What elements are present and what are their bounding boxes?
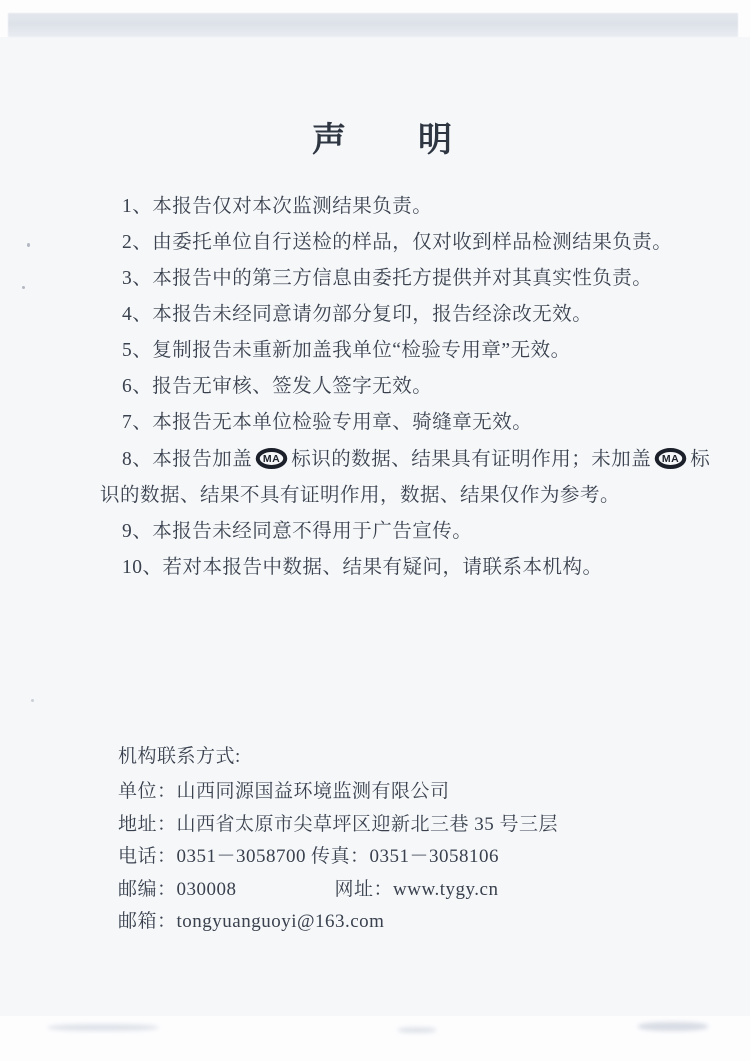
contact-value: 0351－3058106 <box>369 846 500 867</box>
statement-item-8-line-2: 识的数据、结果不具有证明作用，数据、结果仅作为参考。 <box>100 485 621 506</box>
statement-text: 由委托单位自行送检的样品，仅对收到样品检测结果负责。 <box>152 232 673 253</box>
statement-item-8-line-1 <box>100 448 711 470</box>
statement-item-10 <box>100 557 700 578</box>
statement-item-9 <box>100 521 700 542</box>
contact-value: 030008 <box>176 878 237 900</box>
statement-number: 8、 <box>122 449 153 470</box>
cma-mark-icon <box>255 448 288 469</box>
statement-item-7 <box>100 412 700 433</box>
contact-value: www.tygy.cn <box>393 878 499 900</box>
contact-label: 传真： <box>311 846 370 867</box>
contact-row-company <box>118 781 700 802</box>
statement-item-4 <box>100 304 700 325</box>
contact-value: 0351－3058700 <box>176 846 307 867</box>
statement-number: 10、 <box>122 557 163 578</box>
statement-number: 2、 <box>122 232 153 253</box>
statement-number: 3、 <box>122 268 153 289</box>
scan-artifact <box>398 1027 436 1033</box>
cma-mark-text: MA <box>662 453 680 466</box>
contact-label: 邮编： <box>118 878 177 900</box>
cma-mark-text: MA <box>263 453 281 466</box>
statement-text: 标识的数据、结果具有证明作用；未加盖 <box>291 449 652 470</box>
scan-artifact <box>22 286 25 289</box>
contact-heading: 机构联系方式: <box>118 746 241 767</box>
statement-text: 本报告未经同意不得用于广告宣传。 <box>152 521 473 542</box>
cma-mark-icon <box>654 448 687 469</box>
contact-label: 邮箱： <box>118 911 177 932</box>
statement-number: 6、 <box>122 376 153 397</box>
statement-number: 5、 <box>122 340 153 361</box>
statement-number: 9、 <box>122 521 153 542</box>
contact-value: 山西同源国益环境监测有限公司 <box>176 781 450 802</box>
statement-item-5 <box>100 340 700 361</box>
statement-item-3 <box>100 268 700 289</box>
statement-text: 本报告无本单位检验专用章、骑缝章无效。 <box>152 412 533 433</box>
contact-row-address <box>118 814 700 835</box>
statement-item-6 <box>100 376 700 397</box>
scan-artifact <box>31 699 34 702</box>
contact-value: tongyuanguoyi@163.com <box>176 911 385 932</box>
statement-text: 本报告中的第三方信息由委托方提供并对其真实性负责。 <box>152 268 653 289</box>
contact-label: 网址： <box>334 878 394 900</box>
contact-section <box>118 746 700 944</box>
contact-row-email <box>118 911 700 932</box>
contact-value: 山西省太原市尖草坪区迎新北三巷 35 号三层 <box>176 813 559 835</box>
contact-row-zip-website <box>118 879 700 900</box>
statements-list <box>100 196 711 593</box>
statement-text: 报告无审核、签发人签字无效。 <box>152 376 433 397</box>
contact-label: 电话： <box>118 846 177 867</box>
statement-text: 本报告仅对本次监测结果负责。 <box>152 196 433 217</box>
scan-artifact <box>48 1024 158 1031</box>
scan-artifact <box>638 1022 708 1031</box>
scan-edge-shadow <box>8 13 738 37</box>
scan-artifact <box>27 243 30 247</box>
title-char-2: 明 <box>418 122 452 159</box>
statement-number: 4、 <box>122 304 153 325</box>
statement-text: 本报告未经同意请勿部分复印，报告经涂改无效。 <box>152 304 593 325</box>
statement-number: 1、 <box>122 196 153 217</box>
contact-row-phone-fax <box>118 846 700 867</box>
page-title <box>14 112 750 161</box>
title-char-1: 声 <box>312 122 346 159</box>
statement-text: 若对本报告中数据、结果有疑问，请联系本机构。 <box>162 557 603 578</box>
statement-text: 复制报告未重新加盖我单位“检验专用章”无效。 <box>152 340 571 361</box>
statement-item-2 <box>100 232 700 253</box>
contact-label: 单位： <box>118 781 177 802</box>
contact-label: 地址： <box>118 813 177 835</box>
statement-text: 本报告加盖 <box>152 449 253 470</box>
statement-number: 7、 <box>122 412 153 433</box>
statement-item-1 <box>100 196 700 217</box>
statement-text: 标 <box>690 449 711 470</box>
